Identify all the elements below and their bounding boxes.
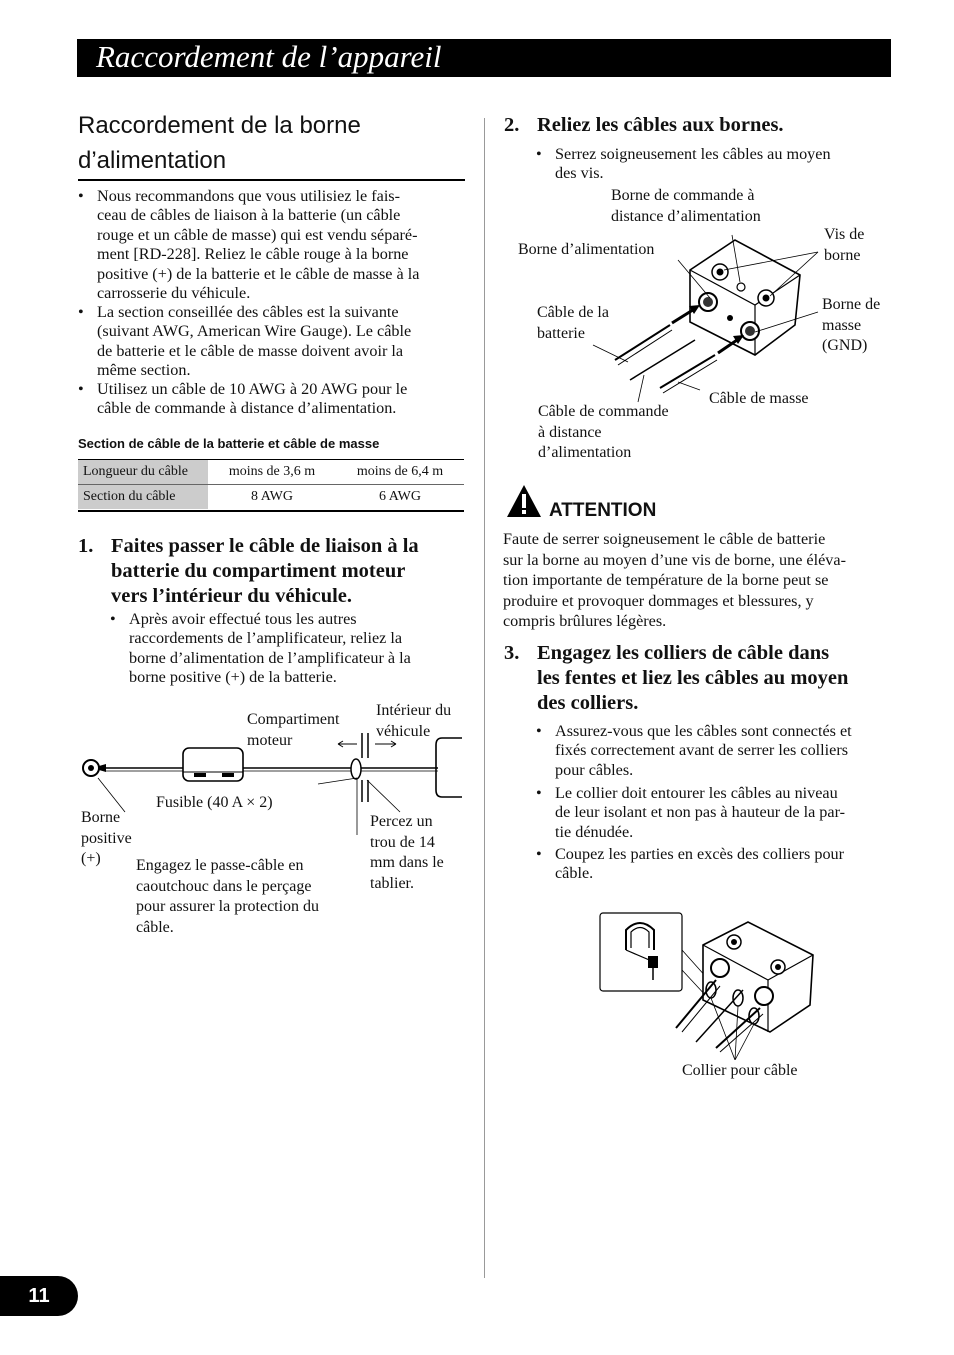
step-number: 3. <box>504 642 520 664</box>
column-divider <box>484 118 485 1278</box>
label-cable-commande <box>538 402 669 464</box>
bullet-line: Nous recommandons que vous utilisiez le fais- <box>97 187 401 205</box>
fuse-slot <box>194 773 206 777</box>
table-cell: moins de 6,4 m <box>356 464 444 479</box>
inset-box <box>600 913 682 991</box>
attention-text <box>503 529 895 632</box>
bullet-item <box>536 845 896 885</box>
bullet-dot: • <box>536 722 542 740</box>
bullet-line: même section. <box>97 361 191 380</box>
bullet-dot: • <box>536 845 542 863</box>
bullet-line: Serrez soigneusement les câbles au moyen <box>555 145 831 163</box>
label-line: à distance <box>538 423 602 441</box>
label-line: câble. <box>136 918 174 936</box>
bullet-line: Utilisez un câble de 10 AWG à 20 AWG pour le <box>97 380 408 398</box>
label-line: moteur <box>247 731 293 749</box>
ground-cable-edge <box>720 1014 763 1052</box>
label-line: Borne de commande à <box>611 187 755 204</box>
label-collier: Collier pour câble <box>682 1062 798 1079</box>
bullet-line: Le collier doit entourer les câbles au niveau <box>555 784 838 802</box>
label-line: positive <box>81 829 132 847</box>
bullet-line: raccordements de l’amplificateur, reliez la <box>129 629 403 648</box>
step-line: des colliers. <box>537 692 639 714</box>
label-line: pour assurer la protection du <box>136 898 320 915</box>
leader-line <box>678 382 700 390</box>
bullet-dot: • <box>536 145 542 163</box>
bullet-item <box>536 784 896 844</box>
table-cell: 8 AWG <box>250 489 294 504</box>
table-header-cell: Longueur du câble <box>78 460 208 485</box>
bullet-line: rouge et un câble de masse) qui est vendu séparé- <box>97 225 418 244</box>
step-number: 1. <box>78 535 94 557</box>
step-number: 2. <box>504 114 520 136</box>
rubber-grommet <box>351 759 361 779</box>
label-fusible: Fusible (40 A × 2) <box>156 794 273 811</box>
leader-line <box>367 780 400 812</box>
label-line: Intérieur du <box>376 702 452 719</box>
attention-line: produire et provoquer dommages et blessures, y <box>503 591 814 610</box>
label-line: mm dans le <box>370 854 444 871</box>
attention-line: compris brûlures légères. <box>503 612 667 630</box>
bullet-line: Après avoir effectué tous les autres <box>129 610 357 628</box>
bullet-line: borne positive (+) de la batterie. <box>129 668 337 687</box>
label-line: véhicule <box>376 722 431 740</box>
bullet-dot: • <box>78 380 84 398</box>
table-row <box>78 460 464 485</box>
bullet-line: tie dénudée. <box>555 822 634 841</box>
leader-line <box>98 778 125 812</box>
warning-triangle-icon <box>505 483 543 519</box>
label-line: borne <box>824 246 861 264</box>
label-line: trou de 14 <box>370 833 435 851</box>
table-row <box>78 485 464 510</box>
bullet-dot: • <box>78 303 84 321</box>
bullet-line: de leur isolant et non pas à hauteur de la par- <box>555 803 846 822</box>
page-number: 11 <box>0 1276 78 1316</box>
page-header-title: Raccordement de l’appareil <box>96 39 442 74</box>
cable-tie-diagram <box>598 910 820 1060</box>
label-borne-alimentation: Borne d’alimentation <box>518 241 655 258</box>
ground-cable <box>660 355 715 388</box>
label-line: distance d’alimentation <box>611 207 761 225</box>
label-percez <box>370 812 444 894</box>
bullet-item <box>110 610 470 690</box>
label-line: masse <box>822 316 862 334</box>
remote-hole <box>727 315 733 321</box>
bullet-item <box>78 380 468 420</box>
label-line: Câble de commande <box>538 403 669 420</box>
attention-line: sur la borne au moyen d’une vis de borne, une éléva- <box>503 550 846 569</box>
step-1 <box>78 534 473 610</box>
table-header-cell: Section du câble <box>78 485 208 510</box>
screw-head <box>763 295 770 302</box>
bullet-dot: • <box>536 784 542 802</box>
bullet-line: Coupez les parties en excès des colliers pour <box>555 845 845 863</box>
power-hole-inner <box>703 297 713 307</box>
terminal-hole <box>88 765 94 771</box>
amplifier-edge <box>436 738 462 797</box>
label-cable-batterie <box>537 303 609 344</box>
fuse-slot <box>222 773 234 777</box>
label-line: (GND) <box>822 337 868 354</box>
bullet-line: câble de commande à distance d’alimentation. <box>97 399 397 418</box>
bullet-line: pour câbles. <box>555 760 634 779</box>
terminal-crimp <box>99 764 106 772</box>
attention-line: Faute de serrer soigneusement le câble de batterie <box>503 530 826 548</box>
bullet-item <box>536 145 896 185</box>
label-interieur <box>376 701 451 742</box>
label-vis-de-borne <box>824 225 864 266</box>
step-line: batterie du compartiment moteur <box>111 560 406 582</box>
label-borne-masse <box>822 295 880 357</box>
label-cable-masse: Câble de masse <box>709 390 809 407</box>
label-line: (+) <box>81 850 101 867</box>
step-line: Faites passer le câble de liaison à la <box>111 535 419 557</box>
label-line: Câble de la <box>537 304 609 321</box>
bullet-line: câble. <box>555 864 594 883</box>
bullet-line: Assurez-vous que les câbles sont connectés et <box>555 722 852 740</box>
bullet-dot: • <box>78 187 84 205</box>
ground-hole <box>755 987 773 1005</box>
section-title-line-2: d’alimentation <box>78 147 227 174</box>
label-line: Percez un <box>370 813 433 830</box>
screw-head <box>717 269 724 276</box>
label-borne-positive <box>81 808 132 870</box>
table-bottom-rule <box>78 510 464 512</box>
attention-line: tion importante de température de la borne peut se <box>503 571 829 589</box>
step-line: les fentes et liez les câbles au moyen <box>537 667 849 689</box>
label-compartiment <box>247 710 339 751</box>
bullet-line: La section conseillée des câbles est la suivante <box>97 303 399 321</box>
leader-line <box>638 375 644 402</box>
screw-head <box>731 939 737 945</box>
step-2 <box>504 113 894 139</box>
bullet-line: des vis. <box>555 164 604 183</box>
bullet-line: ment [RD-228]. Reliez le câble rouge à la borne <box>97 245 409 264</box>
bullet-line: borne d’alimentation de l’amplificateur à la <box>129 648 411 667</box>
label-line: tablier. <box>370 874 414 892</box>
label-line: Borne <box>81 809 121 826</box>
remote-screw-icon <box>737 283 745 291</box>
cable-section-table <box>78 460 464 509</box>
bullet-line: de batterie et le câble de masse doivent avoir la <box>97 341 404 360</box>
label-borne-commande <box>611 186 761 227</box>
label-line: Borne de <box>822 296 881 313</box>
bullet-item <box>78 303 468 383</box>
label-line: caoutchouc dans le perçage <box>136 877 312 895</box>
bullet-line: carrosserie du véhicule. <box>97 284 251 303</box>
table-cell: moins de 3,6 m <box>228 464 316 479</box>
leader-line <box>593 345 628 362</box>
label-line: d’alimentation <box>538 444 632 461</box>
label-line: Engagez le passe-câble en <box>136 857 304 874</box>
bullet-line: ceau de câbles de liaison à la batterie (un câble <box>97 206 401 225</box>
table-title: Section de câble de la batterie et câble de masse <box>78 436 380 451</box>
step-line: Reliez les câbles aux bornes. <box>537 114 784 136</box>
bullet-line: fixés correctement avant de serrer les colliers <box>555 741 849 760</box>
bullet-item <box>536 722 896 782</box>
bullet-item <box>78 187 468 305</box>
table-cell: 6 AWG <box>378 489 422 504</box>
leader-line <box>318 778 357 784</box>
screw-head <box>775 964 781 970</box>
step-3 <box>504 641 899 717</box>
label-line: Vis de <box>824 226 865 243</box>
ground-hole-inner <box>745 326 755 336</box>
label-line: batterie <box>537 324 585 342</box>
label-engagez <box>136 856 319 938</box>
bullet-dot: • <box>110 610 116 628</box>
inset-tie-lock <box>648 956 658 968</box>
bullet-line: (suivant AWG, American Wire Gauge). Le câble <box>97 322 412 341</box>
step-line: vers l’intérieur du véhicule. <box>111 585 353 607</box>
bullet-line: positive (+) de la batterie et le câble de masse à la <box>97 264 420 283</box>
section-title-rule <box>78 179 465 181</box>
battery-cable <box>615 325 670 360</box>
attention-title: ATTENTION <box>549 500 657 521</box>
label-line: Compartiment <box>247 711 340 728</box>
section-title-line-1: Raccordement de la borne <box>78 112 361 139</box>
step-line: Engagez les colliers de câble dans <box>537 642 830 664</box>
battery-cable-edge <box>682 986 720 1032</box>
power-hole <box>711 959 729 977</box>
